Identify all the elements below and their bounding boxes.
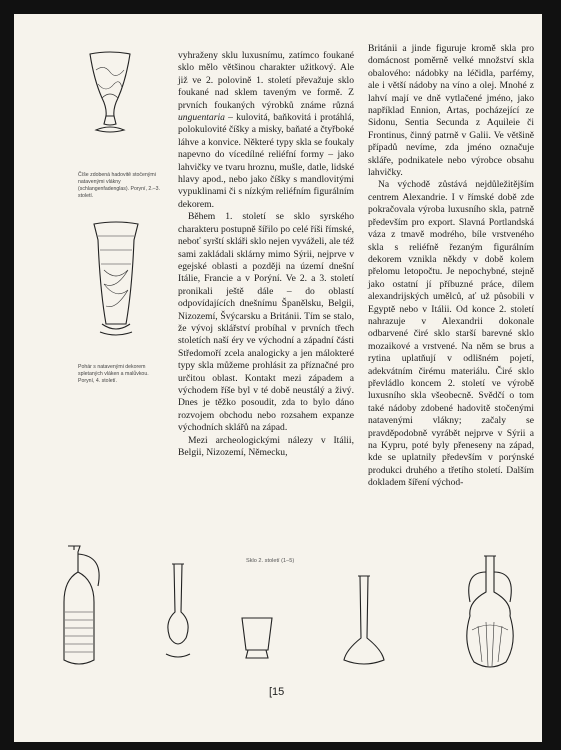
beaker-illustration [86,220,146,350]
italic-term: unguentaria [178,112,225,124]
bottom-caption: Sklo 2. století (1–5) [246,558,295,564]
vessels-illustration [34,542,534,687]
paragraph: Británii a jinde figuruje kromě skla pro domácnost poměrně velké množství skla obalového: nádobky na léčidla, parfémy, ale i větší nádoby na víno a olej. Mnohé z lahví mají ve dně vytlačené jméno, jako například Ennion, Artas, pocházející ze Sidonu, Sentia Secunda z Aquileie či Frontinus, činný patrně v Galii. Ve většině případů nevíme, zda jméno označuje skláře, podnikatele nebo výrobce obsahu lahvičky. [368,43,534,179]
slender-flask-icon [166,564,190,657]
text-column-left [178,50,354,459]
paragraph: Během 1. století se sklo syrského charakteru postupně šířilo po celé říši římské, neboť syrští skláři sklo nejen vyváželi, ale též sami zakládali sklárny mimo Sýrii, nejprve v egejské oblasti a později na území dnešní Itálie, Francie a v Porýní. Ve 2. a 3. století pronikali ještě dále – do oblastí odpovídajících dnešnímu Španělsku, Belgii, Nizozemí, Švýcarsku a Británii. Tím se stalo, že vývoj sklářství probíhal v prvních třech stoletích naší éry ve východní a západní části Středomoří zcela analogicky a jen málokteré typy skla můžeme prohlásit za příznačné pro určitou oblast. Kontakt mezi západem a východem říše byl v té době neustálý a živý. Dnes je těžko posoudit, zda to bylo dáno rozvojem obchodu nebo rozsahem expanze východních sklářů na západ. [178,211,354,434]
beaker-caption: Pohár s natavenými dekorem spletaných vláken a malůvkou. Poryní, 4. století. [78,364,149,384]
small-cup-icon [242,618,272,658]
unguentarium-icon [344,576,384,664]
text-column-right [368,43,534,490]
cup-caption: Číše zdobená hadovitě stočenými natavenými vlákny (schlangenfadenglas). Poryní, 2.–3. století. [78,172,160,199]
shell-flask-icon [467,556,513,667]
ribbed-jug-icon [64,546,99,664]
paragraph: Mezi archeologickými nálezy v Itálii, Belgii, Nizozemí, Německu, [178,434,354,458]
paragraph: Na východě zůstává nejdůležitějším centrem Alexandrie. I v římské době zde pokračovala výroba luxusního skla, patrně především pro export. Slavná Portlandská váza z tmavě modrého, bíle vrstveného skla s reliéfně řezaným figurálním dekorem vznikla někdy v době kolem přelomu letopočtu. Je nepochybné, stejně jako ostatní jí příbuzné práce, dílem alexandrijských umělců, ať už působili v Egyptě nebo v Itálii. Od konce 2. století nahrazuje v Alexandrii dokonale odbarvené čiré sklo starší barevné sklo mozaikové a vrstvené. Na něm se brus a rytina uplatňují v odlišném pojetí, adekvátním čirému materiálu. Čiré sklo převládlo koncem 2. století ve výrobě luxusního skla všeobecně. Svědčí o tom také nádoby zdobené hadovitě stočenými natavenými vlákny; začaly se pravděpodobně vyrábět nejprve v Sýrii a na Kypru, poté byly přeneseny na západ, kde se uplatnily především v porýnské produkci druhého a třetího století. Dalším dokladem šíření východ- [368,179,534,489]
page-number: [15 [269,686,285,698]
cup-illustration [80,50,140,150]
book-page [14,14,542,742]
paragraph: vyhraženy sklu luxusnímu, zatímco foukané sklo mělo většinou charakter užitkový. Ale již ve 2. polovině 1. století převažuje sklo foukané nad sklem taveným ve formě. Z prvních foukaných výrobků známe různá unguentaria – kulovitá, baňkovitá i protáhlá, polokulovité číšky a misky, baňaté a čtyřboké láhve a konvice. Některé typy skla se foukaly napevno do vícedílné reliéfní formy – jako lahvičky ve tvaru hroznu, mušle, datle, lidské hlavy apod., nebo jako číšky s mandlovitými vypuklinami či s nízkým reliéfním figurálním dekorem. [178,50,354,210]
